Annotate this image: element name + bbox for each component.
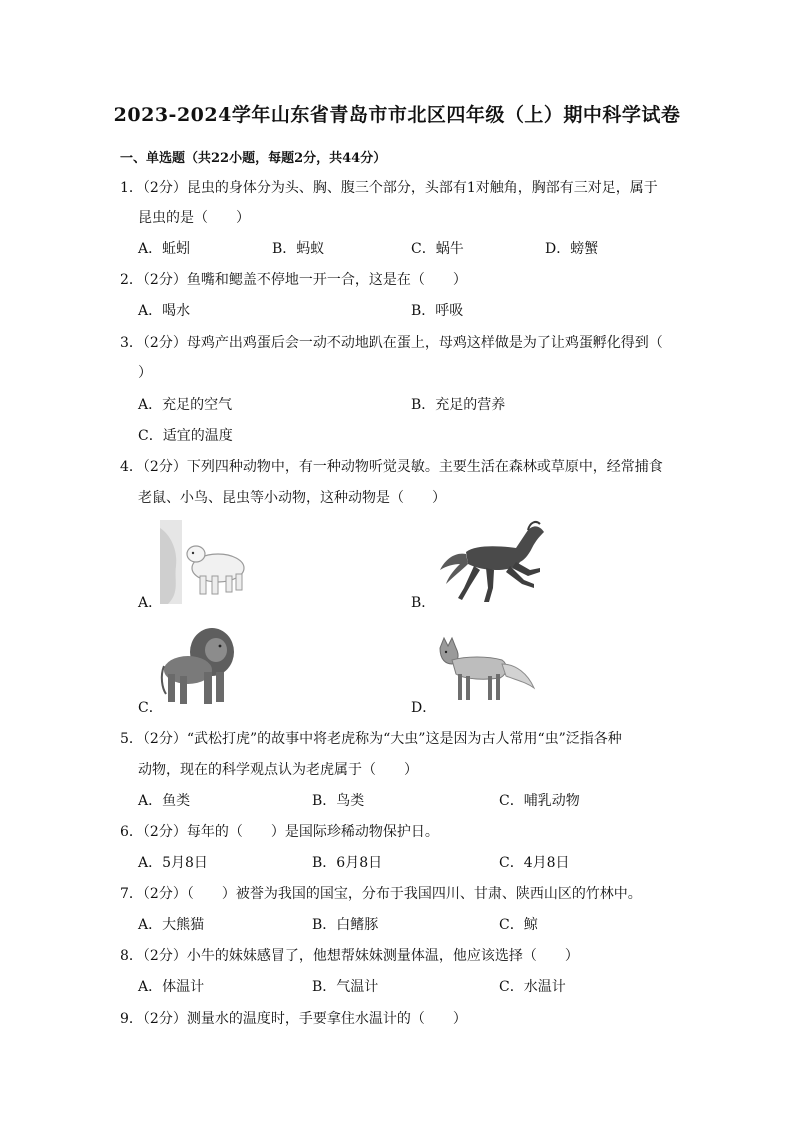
horse-image <box>436 518 548 604</box>
question-5-option-a[interactable]: A．鱼类 <box>138 793 191 809</box>
question-4-option-c[interactable]: C． <box>138 700 163 716</box>
question-7-line-1: 7．（2分）（ ）被誉为我国的国宝，分布于我国四川、甘肃、陕西山区的竹林中。 <box>120 886 642 902</box>
question-2-line-1: 2．（2分）鱼嘴和鳃盖不停地一开一合，这是在（ ） <box>120 272 467 288</box>
question-3-option-a[interactable]: A．充足的空气 <box>138 397 233 413</box>
question-4-line-1: 4．（2分）下列四种动物中，有一种动物听觉灵敏。主要生活在森林或草原中，经常捕食 <box>120 459 663 475</box>
question-1-line-2: 昆虫的是（ ） <box>138 210 250 226</box>
lion-image <box>160 622 242 712</box>
question-8-option-a[interactable]: A．体温计 <box>138 979 205 995</box>
question-2-option-b[interactable]: B．呼吸 <box>411 303 464 319</box>
question-3-line-1: 3．（2分）母鸡产出鸡蛋后会一动不动地趴在蛋上，母鸡这样做是为了让鸡蛋孵化得到（ <box>120 335 663 351</box>
question-6-option-a[interactable]: A．5月8日 <box>138 855 208 871</box>
question-5-line-2: 动物，现在的科学观点认为老虎属于（ ） <box>138 762 418 778</box>
question-5-option-c[interactable]: C．哺乳动物 <box>499 793 580 809</box>
question-7-option-a[interactable]: A．大熊猫 <box>138 917 205 933</box>
question-8-option-c[interactable]: C．水温计 <box>499 979 566 995</box>
question-2-option-a[interactable]: A．喝水 <box>138 303 191 319</box>
question-4-option-d[interactable]: D． <box>411 700 437 716</box>
question-4-line-2: 老鼠、小鸟、昆虫等小动物，这种动物是（ ） <box>138 490 446 506</box>
question-1-option-b[interactable]: B．蚂蚁 <box>272 241 325 257</box>
question-3-line-2: ） <box>138 365 152 381</box>
question-5-option-b[interactable]: B．鸟类 <box>312 793 365 809</box>
question-1-line-1: 1．（2分）昆虫的身体分为头、胸、腹三个部分，头部有1对触角，胸部有三对足，属于 <box>120 180 658 196</box>
question-1-option-a[interactable]: A．蚯蚓 <box>138 241 191 257</box>
question-7-option-b[interactable]: B．白鳍豚 <box>312 917 379 933</box>
question-9-line-1: 9．（2分）测量水的温度时，手要拿住水温计的（ ） <box>120 1011 467 1027</box>
question-3-option-c[interactable]: C．适宜的温度 <box>138 428 233 444</box>
section-heading: 一、单选题（共22小题，每题2分，共44分） <box>120 151 387 166</box>
question-1-option-d[interactable]: D．螃蟹 <box>545 241 599 257</box>
question-8-line-1: 8．（2分）小牛的妹妹感冒了，他想帮妹妹测量体温，他应该选择（ ） <box>120 948 579 964</box>
polar-bear-image <box>160 520 252 604</box>
question-5-line-1: 5．（2分）“武松打虎”的故事中将老虎称为“大虫”这是因为古人常用“虫”泛指各种 <box>120 731 622 747</box>
question-6-option-b[interactable]: B．6月8日 <box>312 855 383 871</box>
question-1-option-c[interactable]: C．蜗牛 <box>411 241 464 257</box>
question-8-option-b[interactable]: B．气温计 <box>312 979 379 995</box>
question-6-option-c[interactable]: C．4月8日 <box>499 855 570 871</box>
question-6-line-1: 6．（2分）每年的（ ）是国际珍稀动物保护日。 <box>120 824 439 840</box>
fox-image <box>436 634 536 714</box>
page-title: 2023-2024学年山东省青岛市市北区四年级（上）期中科学试卷 <box>113 104 681 126</box>
question-7-option-c[interactable]: C．鲸 <box>499 917 538 933</box>
question-4-option-b[interactable]: B． <box>411 595 436 611</box>
question-4-option-a[interactable]: A． <box>138 595 163 611</box>
question-3-option-b[interactable]: B．充足的营养 <box>411 397 506 413</box>
